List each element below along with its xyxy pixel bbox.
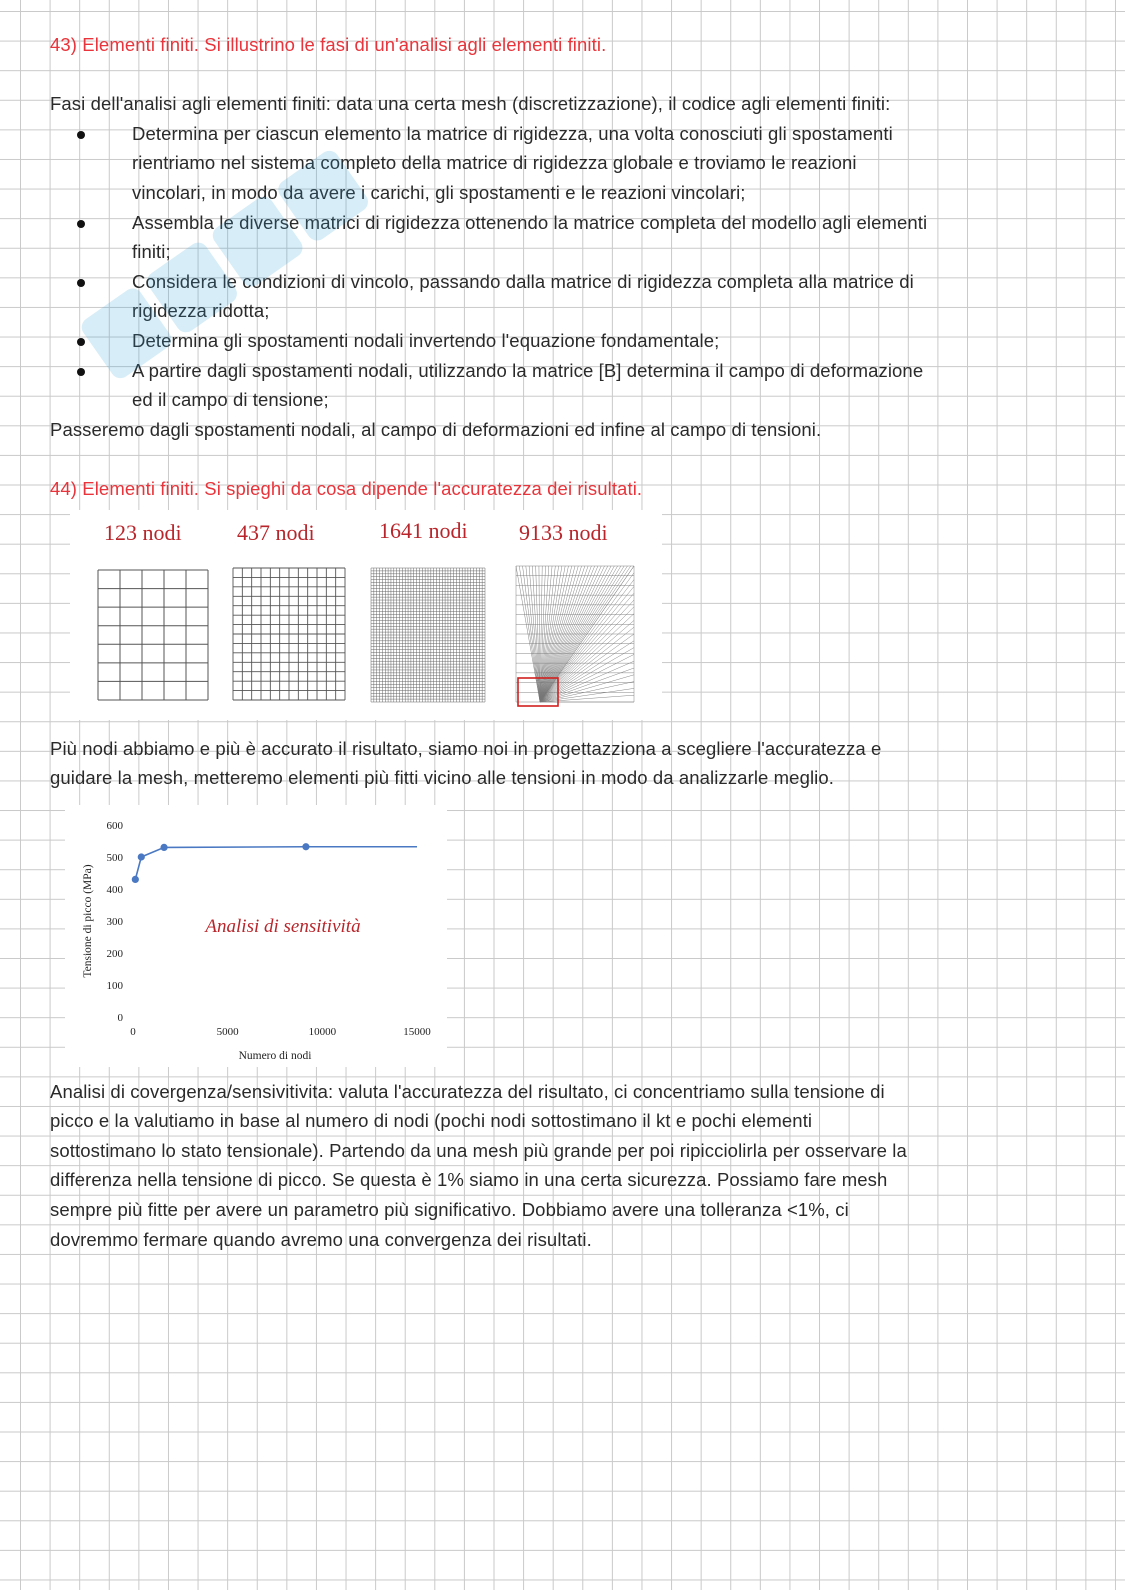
- data-point: [132, 875, 139, 882]
- y-tick-label: 0: [117, 1011, 123, 1024]
- list-item-line: Determina gli spostamenti nodali invertendo l'equazione fondamentale;: [132, 329, 720, 351]
- series-line: [135, 846, 417, 879]
- bullet-icon: [77, 368, 85, 376]
- y-tick-label: 400: [106, 883, 123, 896]
- bullet-icon: [77, 279, 85, 287]
- x-tick-label: 10000: [308, 1025, 337, 1038]
- mesh-coarse-image: [94, 562, 212, 708]
- bullet-icon: [77, 220, 85, 228]
- mesh-very-fine-image: [512, 562, 638, 708]
- fem-phases-list: [50, 119, 1080, 415]
- y-axis-label: Tensione di picco (MPa): [82, 864, 94, 978]
- list-item-line: rientriamo nel sistema completo della matrice di rigidezza globale e troviamo le reazioni: [132, 152, 857, 174]
- x-tick-label: 5000: [216, 1025, 239, 1038]
- y-tick-label: 600: [106, 819, 123, 832]
- list-item: [50, 267, 1080, 326]
- y-tick-label: 200: [106, 947, 123, 960]
- list-item-line: finiti;: [132, 241, 171, 263]
- mesh-refinement-figure: [70, 510, 662, 720]
- chart-annotation: Analisi di sensitività: [205, 915, 361, 937]
- list-item-line: Assembla le diverse matrici di rigidezza ottenendo la matrice completa del modello agli elementi: [132, 211, 928, 233]
- y-tick-label: 100: [106, 979, 123, 992]
- section-44-heading: 44) Elementi finiti. Si spieghi da cosa dipende l'accuratezza dei risultati.: [50, 477, 643, 499]
- list-item-line: ed il campo di tensione;: [132, 389, 329, 411]
- data-point: [302, 843, 309, 850]
- paragraph-line: Più nodi abbiamo e più è accurato il risultato, siamo noi in progettazziona a scegliere l'accuratezza e: [50, 737, 882, 759]
- paragraph-line: dovremmo fermare quando avremo una convergenza dei risultati.: [50, 1228, 592, 1250]
- mesh-label-123: 123 nodi: [104, 519, 182, 545]
- list-item: [50, 326, 1080, 356]
- mesh-label-9133: 9133 nodi: [519, 519, 608, 545]
- list-item-line: Determina per ciascun elemento la matrice di rigidezza, una volta conosciuti gli spostamenti: [132, 122, 893, 144]
- chart-svg: [65, 805, 447, 1067]
- mesh-medium-image: [230, 562, 348, 708]
- bullet-icon: [77, 338, 85, 346]
- paragraph-line: sempre più fitte per avere un parametro più significativo. Dobbiamo avere una tolleranza <1%, ci: [50, 1199, 849, 1221]
- x-axis-label: Numero di nodi: [238, 1049, 312, 1062]
- x-tick-label: 15000: [403, 1025, 431, 1038]
- data-point: [160, 843, 167, 850]
- section-43-intro: Fasi dell'analisi agli elementi finiti: data una certa mesh (discretizzazione), il codice agli elementi finiti:: [50, 93, 891, 115]
- document-page: [50, 30, 1080, 1254]
- section-43-conclusion: Passeremo dagli spostamenti nodali, al campo di deformazioni ed infine al campo di tensioni.: [50, 418, 822, 440]
- list-item-line: vincolari, in modo da avere i carichi, gli spostamenti e le reazioni vincolari;: [132, 181, 746, 203]
- list-item: [50, 356, 1080, 415]
- list-item-line: A partire dagli spostamenti nodali, utilizzando la matrice [B] determina il campo di deformazione: [132, 359, 924, 381]
- list-item-line: rigidezza ridotta;: [132, 300, 270, 322]
- y-tick-label: 500: [106, 851, 123, 864]
- x-tick-label: 0: [130, 1025, 136, 1038]
- paragraph-line: differenza nella tensione di picco. Se questa è 1% siamo in una certa sicurezza. Possiamo fare mesh: [50, 1169, 888, 1191]
- section-43-heading: 43) Elementi finiti. Si illustrino le fasi di un'analisi agli elementi finiti.: [50, 34, 607, 55]
- paragraph-line: Analisi di covergenza/sensivitivita: valuta l'accuratezza del risultato, ci concentriamo sulla tensione di: [50, 1080, 885, 1102]
- y-tick-label: 300: [106, 915, 123, 928]
- mesh-label-437: 437 nodi: [237, 519, 315, 545]
- mesh-fine-image: [368, 562, 488, 708]
- paragraph-line: picco e la valutiamo in base al numero di nodi (pochi nodi sottostimano il kt e pochi elementi: [50, 1110, 813, 1132]
- mesh-label-1641: 1641 nodi: [379, 517, 468, 543]
- list-item: [50, 119, 1080, 208]
- sensitivity-chart: [65, 805, 447, 1067]
- paragraph-line: guidare la mesh, metteremo elementi più fitti vicino alle tensioni in modo da analizzarle meglio.: [50, 767, 835, 789]
- list-item-line: Considera le condizioni di vincolo, passando dalla matrice di rigidezza completa alla matrice di: [132, 270, 914, 292]
- paragraph-line: sottostimano lo stato tensionale). Partendo da una mesh più grande per poi ripicciolirla per osservare la: [50, 1139, 907, 1161]
- data-point: [138, 853, 145, 860]
- bullet-icon: [77, 131, 85, 139]
- list-item: [50, 208, 1080, 267]
